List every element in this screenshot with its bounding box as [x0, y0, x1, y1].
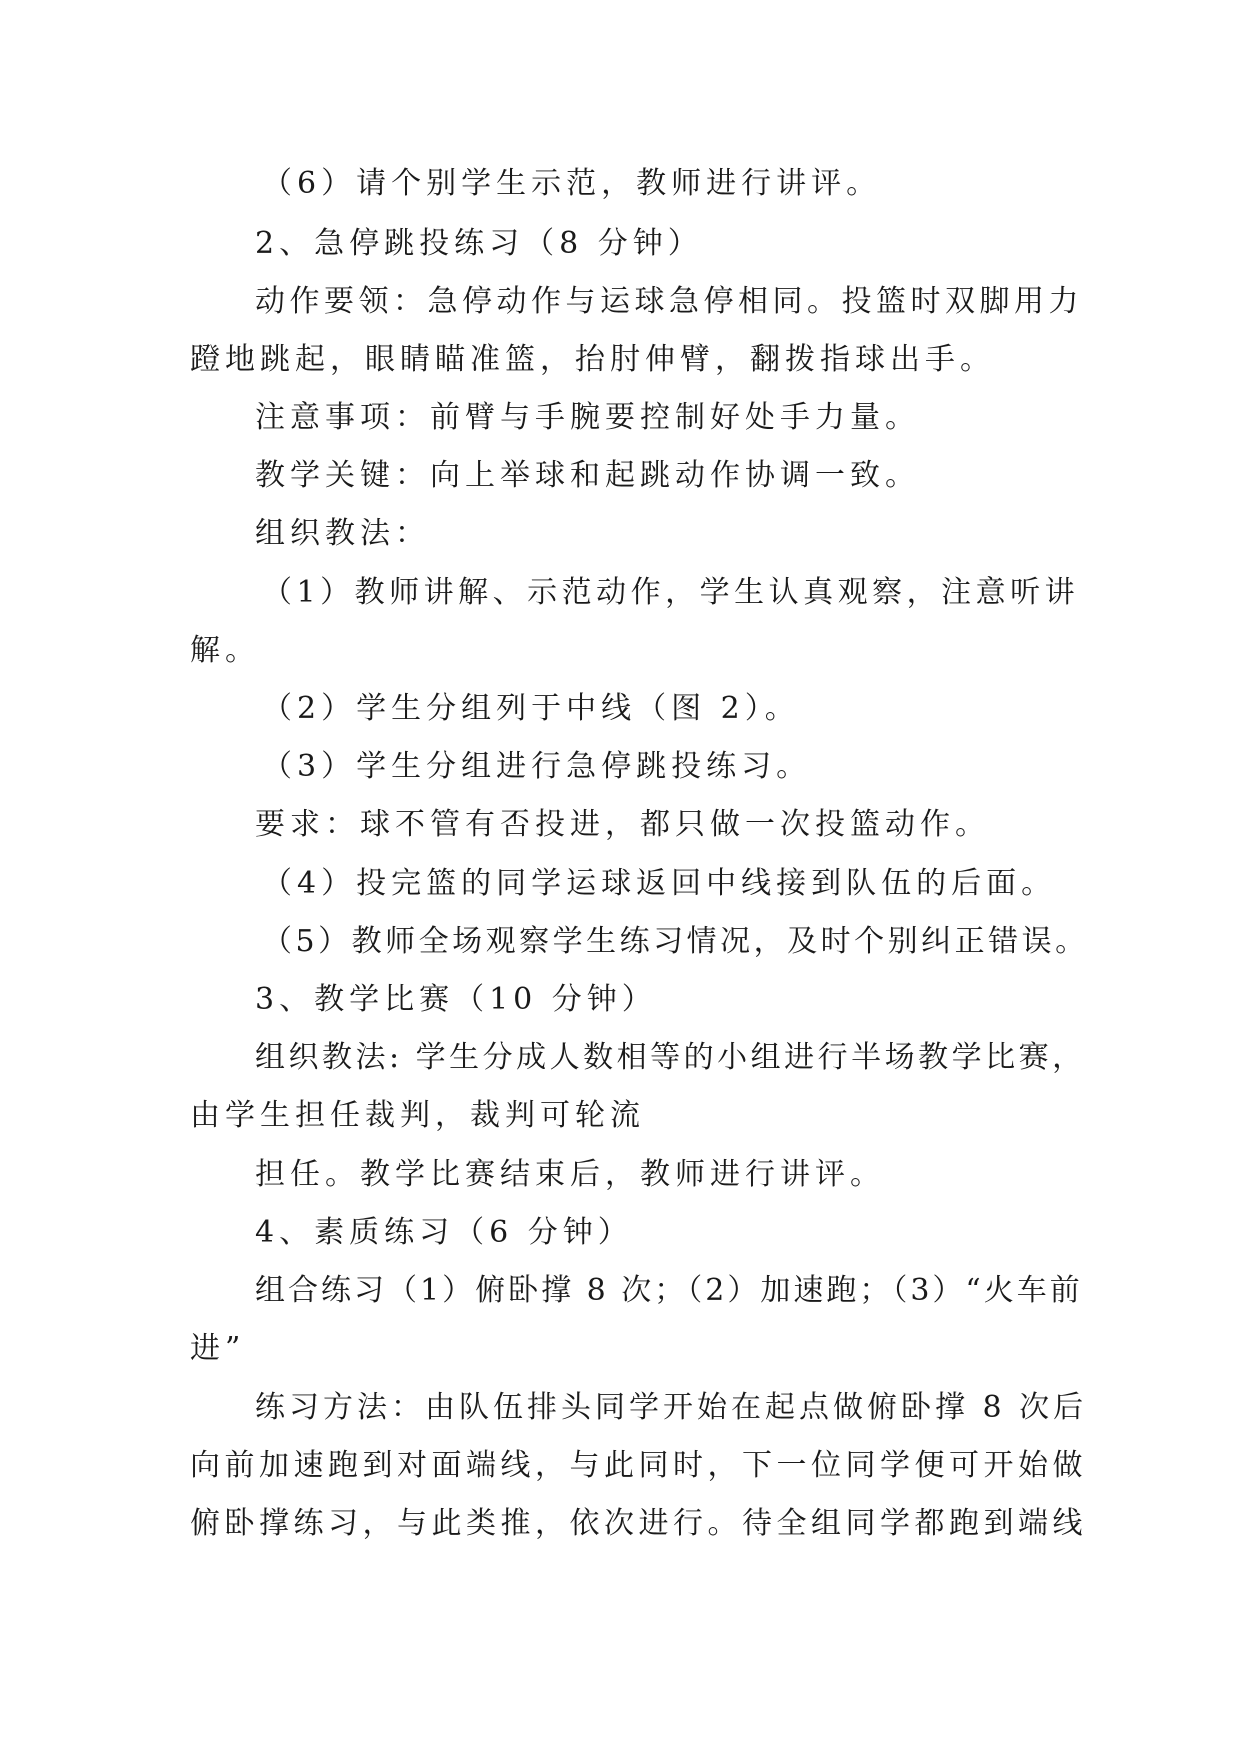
paragraph-line: 教学关键：向上举球和起跳动作协调一致。: [255, 458, 920, 493]
paragraph-line: 担任。教学比赛结束后，教师进行讲评。: [255, 1157, 885, 1192]
paragraph-line: 蹬地跳起，眼睛瞄准篮，抬肘伸臂，翻拨指球出手。: [190, 342, 995, 377]
paragraph-line: （1）教师讲解、示范动作，学生认真观察，注意听讲: [262, 575, 1080, 610]
paragraph-line: （6）请个别学生示范，教师进行讲评。: [262, 166, 882, 201]
paragraph-line: 进”: [190, 1331, 246, 1366]
paragraph-line: （2）学生分组列于中线（图 2）。: [262, 691, 800, 726]
section-heading: 4、素质练习（6 分钟）: [255, 1215, 633, 1250]
paragraph-line: 俯卧撑练习，与此类推，依次进行。待全组同学都跑到端线: [190, 1506, 1087, 1541]
paragraph-line: 向前加速跑到对面端线，与此同时，下一位同学便可开始做: [190, 1448, 1087, 1483]
paragraph-line: 注意事项：前臂与手腕要控制好处手力量。: [255, 400, 920, 435]
paragraph-line: 练习方法：由队伍排头同学开始在起点做俯卧撑 8 次后: [255, 1390, 1088, 1425]
paragraph-line: 由学生担任裁判，裁判可轮流: [190, 1098, 645, 1133]
paragraph-line: （5）教师全场观察学生练习情况，及时个别纠正错误。: [262, 924, 1089, 959]
paragraph-line: 组织教法: 学生分成人数相等的小组进行半场教学比赛，: [255, 1040, 1086, 1075]
paragraph-line: 组织教法：: [255, 516, 430, 551]
paragraph-line: 动作要领：急停动作与运球急停相同。投篮时双脚用力: [255, 284, 1083, 319]
paragraph-line: 解。: [190, 633, 260, 668]
paragraph-line: 要求：球不管有否投进，都只做一次投篮动作。: [255, 807, 990, 842]
section-heading: 3、教学比赛（10 分钟）: [255, 982, 657, 1017]
paragraph-line: （4）投完篮的同学运球返回中线接到队伍的后面。: [262, 866, 1057, 901]
paragraph-line: （3）学生分组进行急停跳投练习。: [262, 749, 812, 784]
paragraph-line: 组合练习（1）俯卧撑 8 次；（2）加速跑；（3）“火车前: [255, 1273, 1083, 1308]
section-heading: 2、急停跳投练习（8 分钟）: [255, 226, 703, 261]
